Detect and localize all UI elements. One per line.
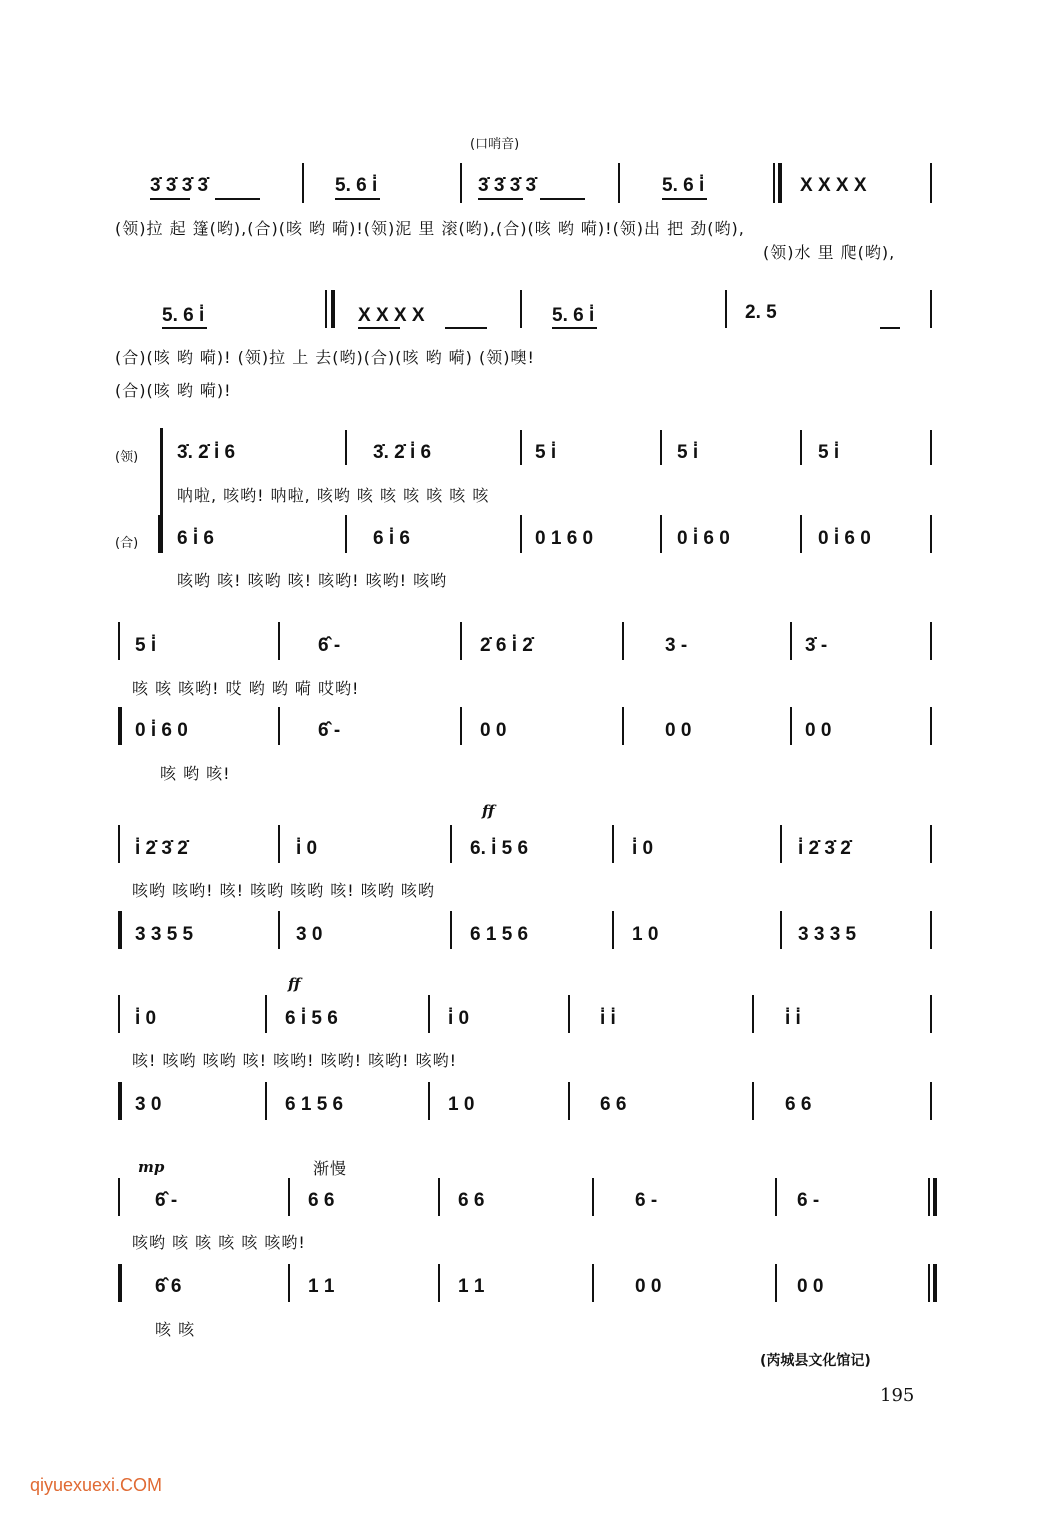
chorus-note-4: 0 0 xyxy=(665,720,692,741)
row1-lyric-1: (领)拉 起 篷(哟),(合)(咳 哟 嗬)!(领)泥 里 滚(哟),(合)(咳 哟 嗬)!(领)出 把 劲(哟), xyxy=(115,219,745,238)
lead-note-2: 6 i̇ 5 6 xyxy=(285,1008,338,1029)
chorus-note-1: 6 i̇ 6 xyxy=(177,528,214,549)
chorus-note-3: 1 0 xyxy=(448,1094,475,1115)
lead-note-2: 6 6 xyxy=(308,1190,335,1211)
lead-note-5: i̇ 2̇ 3̇ 2̇ xyxy=(798,838,851,859)
lead-note-4: 6 - xyxy=(635,1190,658,1211)
row1-measure-1: 3̇ 3̇ 3̇ 3̇ xyxy=(150,175,209,196)
chorus-note-5: 0 i̇ 6 0 xyxy=(818,528,871,549)
lead-part-label: (领) xyxy=(115,450,139,465)
row2-measure-2: X X X X xyxy=(358,305,425,326)
lead-note-5: 6 - xyxy=(797,1190,820,1211)
chorus-note-2: 6 1 5 6 xyxy=(285,1094,344,1115)
row1-measure-5: X X X X xyxy=(800,175,867,196)
lead-lyric: 咳! 咳哟 咳哟 咳! 咳哟! 咳哟! 咳哟! 咳哟! xyxy=(132,1051,458,1070)
chorus-lyric: 咳哟 咳! 咳哟 咳! 咳哟! 咳哟! 咳哟 xyxy=(177,571,448,590)
chorus-note-4: 0 i̇ 6 0 xyxy=(677,528,730,549)
chorus-lyric: 咳 哟 咳! xyxy=(160,764,231,783)
lead-note-2: 6̂ - xyxy=(318,635,341,656)
lead-note-4: 5 i̇ xyxy=(677,442,699,463)
lead-note-4: i̇ 0 xyxy=(632,838,654,859)
dynamic-marking: ff xyxy=(482,802,495,820)
row1-measure-3: 3̇ 3̇ 3̇ 3̇ xyxy=(478,175,537,196)
lead-note-3: i̇ 0 xyxy=(448,1008,470,1029)
lead-note-3: 5 i̇ xyxy=(535,442,557,463)
chorus-note-1: 6̂ 6 xyxy=(155,1276,182,1297)
chorus-note-5: 6 6 xyxy=(785,1094,812,1115)
chorus-part-label: (合) xyxy=(115,536,139,551)
chorus-note-2: 6̂ - xyxy=(318,720,341,741)
chorus-note-1: 0 i̇ 6 0 xyxy=(135,720,188,741)
chorus-note-5: 3 3 3 5 xyxy=(798,924,857,945)
chorus-note-2: 1 1 xyxy=(308,1276,335,1297)
chorus-note-3: 1 1 xyxy=(458,1276,485,1297)
lead-lyric: 呐啦, 咳哟! 呐啦, 咳哟 咳 咳 咳 咳 咳 咳 xyxy=(177,486,490,505)
chorus-note-3: 6 1 5 6 xyxy=(470,924,529,945)
lead-lyric: 咳 咳 咳哟! 哎 哟 哟 嗬 哎哟! xyxy=(132,679,360,698)
chorus-note-5: 0 0 xyxy=(797,1276,824,1297)
row1-lyric-2: (领)水 里 爬(哟), xyxy=(763,243,896,262)
watermark: qiyuexuexi.COM xyxy=(30,1475,163,1495)
lead-note-1: 5 i̇ xyxy=(135,635,157,656)
chorus-note-3: 0 1 6 0 xyxy=(535,528,594,549)
chorus-note-1: 3 3 5 5 xyxy=(135,924,194,945)
row1-measure-4: 5. 6 i̇ xyxy=(662,175,705,196)
chorus-note-4: 0 0 xyxy=(635,1276,662,1297)
row2-lyric-2: (合)(咳 哟 嗬)! xyxy=(115,381,232,400)
chorus-lyric: 咳 咳 xyxy=(155,1320,196,1339)
chorus-note-2: 6 i̇ 6 xyxy=(373,528,410,549)
chorus-note-4: 6 6 xyxy=(600,1094,627,1115)
lead-note-2: 3̇. 2̇ i̇ 6 xyxy=(373,442,432,463)
row2-measure-1: 5. 6 i̇ xyxy=(162,305,205,326)
lead-note-3: 2̇ 6 i̇ 2̇ xyxy=(480,635,533,656)
tempo-marking: 渐慢 xyxy=(313,1159,348,1178)
lead-lyric: 咳哟 咳哟! 咳! 咳哟 咳哟 咳! 咳哟 咳哟 xyxy=(132,881,435,900)
lead-note-4: i̇ i̇ xyxy=(600,1008,616,1029)
row1-measure-2: 5. 6 i̇ xyxy=(335,175,378,196)
source-attribution: (芮城县文化馆记) xyxy=(760,1353,871,1369)
lead-note-1: 6̂ - xyxy=(155,1190,178,1211)
lead-note-5: 3̇ - xyxy=(805,635,828,656)
lead-note-5: i̇ i̇ xyxy=(785,1008,801,1029)
lead-note-1: i̇ 0 xyxy=(135,1008,157,1029)
row2-measure-4: 2. 5 xyxy=(745,302,777,323)
page-number: 195 xyxy=(880,1385,915,1406)
lead-note-4: 3 - xyxy=(665,635,688,656)
row2-lyric-1: (合)(咳 哟 嗬)! (领)拉 上 去(哟)(合)(咳 哟 嗬) (领)噢! xyxy=(115,348,535,367)
lead-note-1: 3̇. 2̇ i̇ 6 xyxy=(177,442,236,463)
whistle-label: (口哨音) xyxy=(470,137,520,152)
lead-note-2: i̇ 0 xyxy=(296,838,318,859)
dynamic-marking: ff xyxy=(288,975,301,993)
chorus-note-3: 0 0 xyxy=(480,720,507,741)
lead-note-5: 5 i̇ xyxy=(818,442,840,463)
lead-note-1: i̇ 2̇ 3̇ 2̇ xyxy=(135,838,188,859)
chorus-note-4: 1 0 xyxy=(632,924,659,945)
dynamic-marking: mp xyxy=(138,1158,165,1176)
chorus-note-5: 0 0 xyxy=(805,720,832,741)
lead-note-3: 6. i̇ 5 6 xyxy=(470,838,529,859)
chorus-note-2: 3 0 xyxy=(296,924,323,945)
lead-note-3: 6 6 xyxy=(458,1190,485,1211)
row2-measure-3: 5. 6 i̇ xyxy=(552,305,595,326)
chorus-note-1: 3 0 xyxy=(135,1094,162,1115)
lead-lyric: 咳哟 咳 咳 咳 咳 咳哟! xyxy=(132,1233,306,1252)
